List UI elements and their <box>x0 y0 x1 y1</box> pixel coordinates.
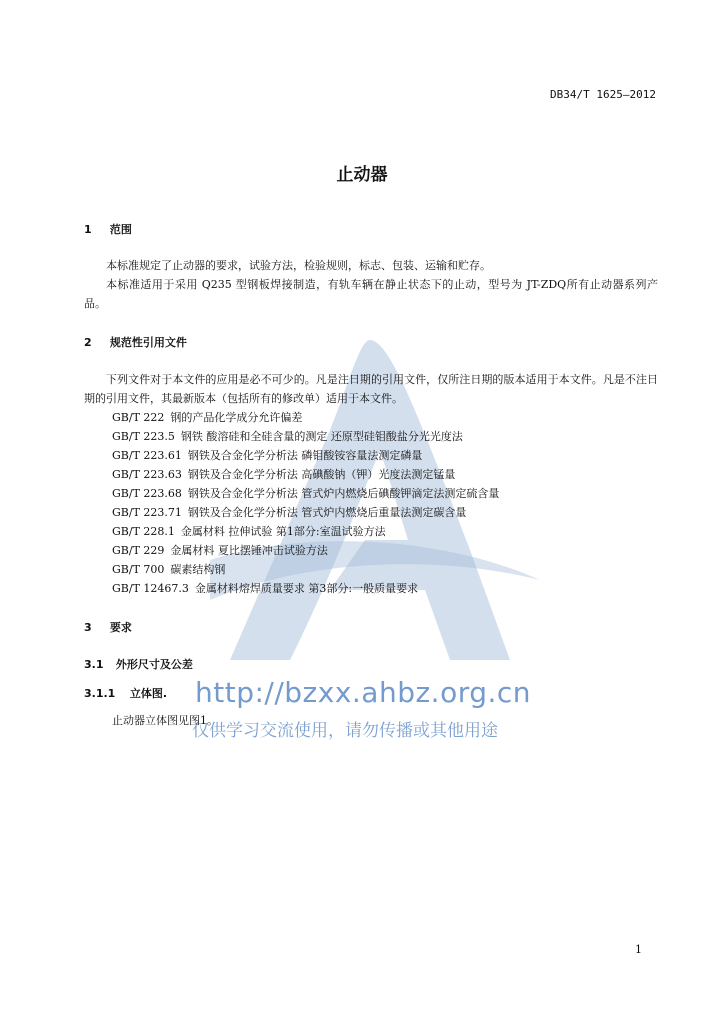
reference-title: 钢铁及合金化学分析法 管式炉内燃烧后碘酸钾滴定法测定硫含量 <box>187 487 500 500</box>
reference-list <box>112 408 499 598</box>
reference-title: 金属材料熔焊质量要求 第3部分:一般质量要求 <box>194 582 419 595</box>
section-3-1-heading <box>84 656 193 672</box>
section-title: 要求 <box>109 621 132 634</box>
section-title: 立体图. <box>129 687 168 700</box>
reference-code: GB/T 700 <box>112 563 165 576</box>
reference-code: GB/T 223.5 <box>112 430 175 443</box>
reference-code: GB/T 228.1 <box>112 525 175 538</box>
document-title: 止动器 <box>336 165 388 185</box>
reference-item <box>112 427 499 446</box>
reference-title: 钢铁及合金化学分析法 高碘酸钠（钾）光度法测定锰量 <box>187 468 456 481</box>
references-intro: 下列文件对于本文件的应用是必不可少的。凡是注日期的引用文件，仅所注日期的版本适用于本文件。凡是不注日期的引用文件，其最新版本（包括所有的修改单）适用于本文件。 <box>84 373 658 405</box>
reference-title: 金属材料 拉伸试验 第1部分:室温试验方法 <box>180 525 386 538</box>
section-number: 3.1 <box>84 658 104 671</box>
watermark-note: 仅供学习交流使用，请勿传播或其他用途 <box>192 721 498 741</box>
reference-code: GB/T 229 <box>112 544 165 557</box>
section-3-heading <box>84 619 132 635</box>
reference-code: GB/T 12467.3 <box>112 582 189 595</box>
reference-code: GB/T 223.61 <box>112 449 182 462</box>
scope-paragraph-2: 本标准适用于采用 Q235 型钢板焊接制造，有轨车辆在静止状态下的止动，型号为 JT-ZDQ所有止动器系列产品。 <box>84 278 658 310</box>
reference-code: GB/T 222 <box>112 411 165 424</box>
reference-title: 金属材料 夏比摆锤冲击试验方法 <box>170 544 328 557</box>
reference-title: 钢铁及合金化学分析法 管式炉内燃烧后重量法测定碳含量 <box>187 506 467 519</box>
section-number: 3.1.1 <box>84 687 116 700</box>
reference-title: 钢的产品化学成分允许偏差 <box>170 411 303 424</box>
section-number: 1 <box>84 223 92 236</box>
reference-item <box>112 541 499 560</box>
reference-item <box>112 484 499 503</box>
reference-item <box>112 522 499 541</box>
reference-item <box>112 503 499 522</box>
section-title: 规范性引用文件 <box>109 336 187 349</box>
reference-item <box>112 579 499 598</box>
watermark-url: http://bzxx.ahbz.org.cn <box>195 676 532 709</box>
reference-item <box>112 465 499 484</box>
page-number: 1 <box>635 943 642 956</box>
reference-item <box>112 446 499 465</box>
section-2-heading <box>84 334 187 350</box>
reference-code: GB/T 223.63 <box>112 468 182 481</box>
section-title: 外形尺寸及公差 <box>115 658 193 671</box>
standard-code: DB34/T 1625—2012 <box>550 88 656 101</box>
reference-title: 钢铁及合金化学分析法 磷钼酸铵容量法测定磷量 <box>187 449 423 462</box>
reference-code: GB/T 223.71 <box>112 506 182 519</box>
figure-reference-text: 止动器立体图见图1。 <box>112 714 218 727</box>
reference-title: 钢铁 酸溶硅和全硅含量的测定 还原型硅钼酸盐分光光度法 <box>180 430 463 443</box>
scope-paragraph-1: 本标准规定了止动器的要求，试验方法，检验规则，标志、包装、运输和贮存。 <box>106 259 491 272</box>
reference-item <box>112 560 499 579</box>
section-1-heading <box>84 221 132 237</box>
section-3-1-1-heading <box>84 685 167 701</box>
reference-item <box>112 408 499 427</box>
section-number: 3 <box>84 621 92 634</box>
section-number: 2 <box>84 336 92 349</box>
section-title: 范围 <box>109 223 132 236</box>
reference-title: 碳素结构钢 <box>170 563 226 576</box>
reference-code: GB/T 223.68 <box>112 487 182 500</box>
